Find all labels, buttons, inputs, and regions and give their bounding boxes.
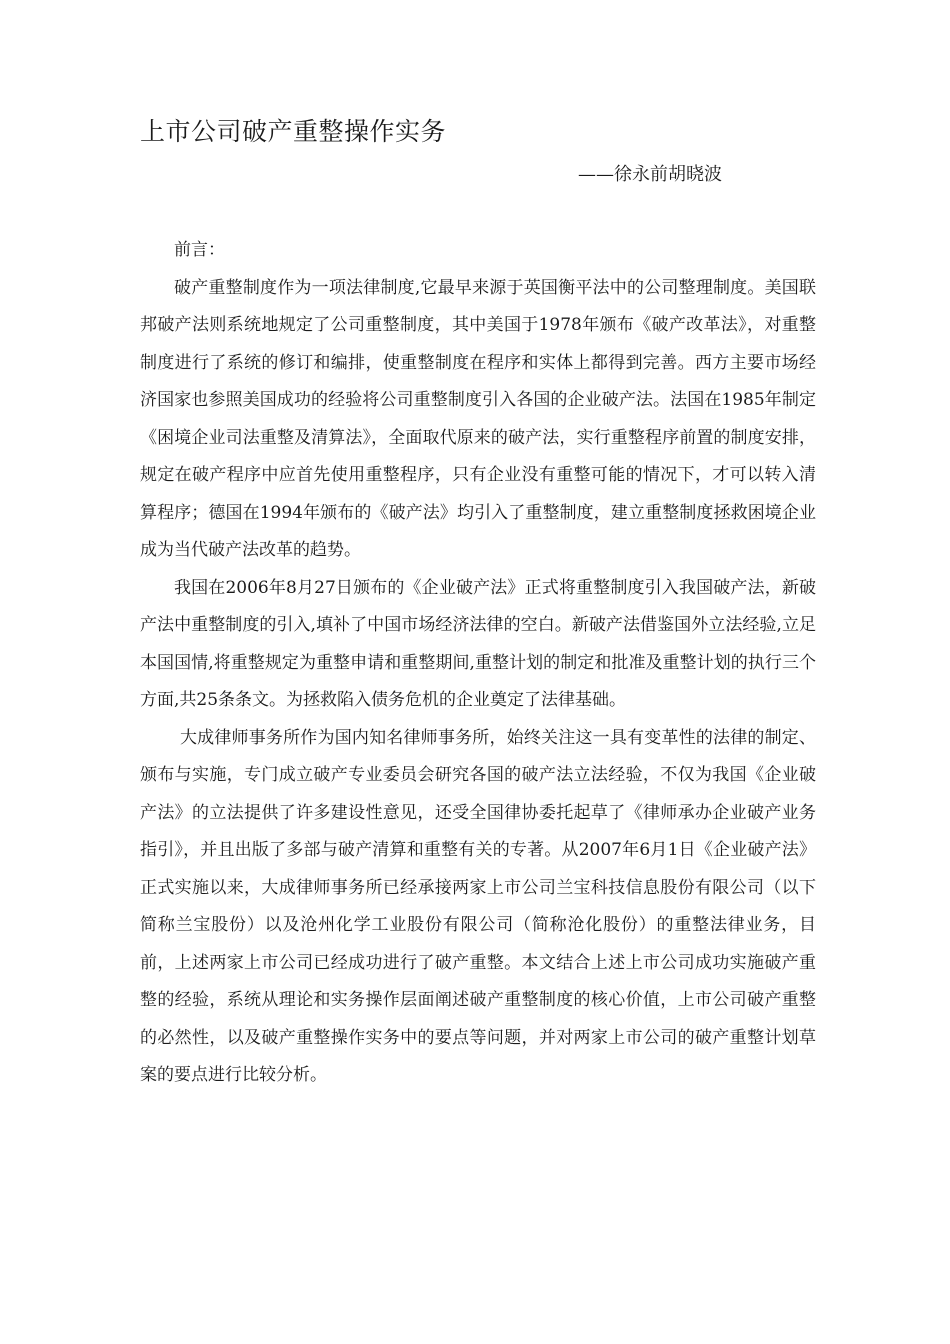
paragraph-3: 大成律师事务所作为国内知名律师事务所，始终关注这一具有变革性的法律的制定、颁布与实施，专门成立破产专业委员会研究各国的破产法立法经验，不仅为我国《企业破产法》的立法提供了许多建设性意见，还受全国律协委托起草了《律师承办企业破产业务指引》，并且出版了多部与破产清算和重整有关的专著。从2007年6月1日《企业破产法》正式实施以来，大成律师事务所已经承接两家上市公司兰宝科技信息股份有限公司（以下简称兰宝股份）以及沧州化学工业股份有限公司（简称沧化股份）的重整法律业务，目前，上述两家上市公司已经成功进行了破产重整。本文结合上述上市公司成功实施破产重整的经验，系统从理论和实务操作层面阐述破产重整制度的核心价值，上市公司破产重整的必然性，以及破产重整操作实务中的要点等问题，并对两家上市公司的破产重整计划草案的要点进行比较分析。 (140, 727, 816, 1085)
document-title: 上市公司破产重整操作实务 (140, 117, 447, 146)
document-body (140, 232, 816, 1095)
paragraph-2: 我国在2006年8月27日颁布的《企业破产法》正式将重整制度引入我国破产法，新破产法中重整制度的引入,填补了中国市场经济法律的空白。新破产法借鉴国外立法经验,立足本国国情,将重整规定为重整申请和重整期间,重整计划的制定和批准及重整计划的执行三个方面,共25条条文。为拯救陷入债务危机的企业奠定了法律基础。 (140, 577, 816, 710)
paragraph-1: 破产重整制度作为一项法律制度,它最早来源于英国衡平法中的公司整理制度。美国联邦破产法则系统地规定了公司重整制度，其中美国于1978年颁布《破产改革法》，对重整制度进行了系统的修订和编排，使重整制度在程序和实体上都得到完善。西方主要市场经济国家也参照美国成功的经验将公司重整制度引入各国的企业破产法。法国在1985年制定《困境企业司法重整及清算法》，全面取代原来的破产法，实行重整程序前置的制度安排，规定在破产程序中应首先使用重整程序，只有企业没有重整可能的情况下，才可以转入清算程序；德国在1994年颁布的《破产法》均引入了重整制度，建立重整制度拯救困境企业成为当代破产法改革的趋势。 (140, 277, 816, 560)
document-author: ——徐永前胡晓波 (578, 164, 722, 185)
preface-label: 前言： (174, 240, 225, 260)
